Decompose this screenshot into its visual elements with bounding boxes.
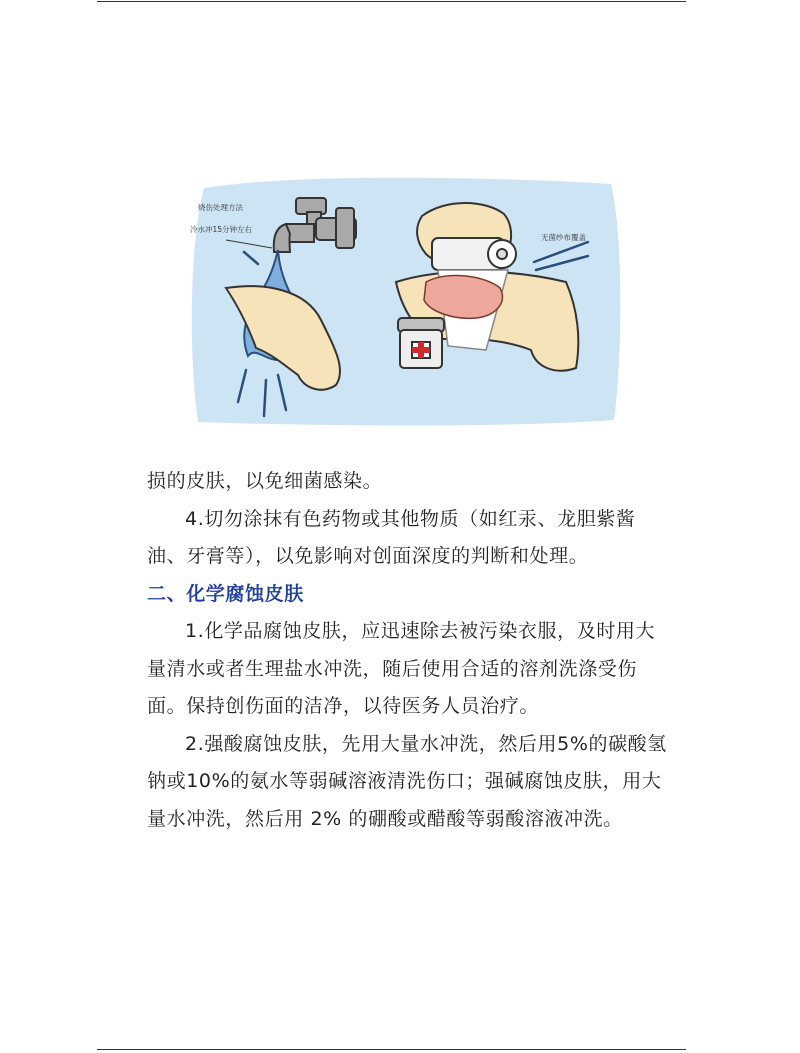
- callout-right: 无菌纱布覆盖: [541, 233, 586, 242]
- paragraph-chemical-2: 2.强酸腐蚀皮肤，先用大量水冲洗，然后用5%的碳酸氢钠或10%的氨水等弱碱溶液清洗伤口；强碱腐蚀皮肤，用大量水冲洗，然后用 2% 的硼酸或醋酸等弱酸溶液冲洗。: [147, 732, 667, 830]
- article-body: [147, 463, 667, 838]
- section-heading: 二、化学腐蚀皮肤: [147, 582, 304, 605]
- callout-left-2: 冷水冲15分钟左右: [190, 225, 253, 234]
- top-rule: [97, 1, 686, 2]
- medicine-jar: [398, 318, 444, 368]
- callout-left-1: 烧伤处理方法: [198, 203, 243, 212]
- bottom-rule: [97, 1049, 686, 1050]
- paragraph-chemical-1: 1.化学品腐蚀皮肤，应迅速除去被污染衣服，及时用大量清水或者生理盐水冲洗，随后使用合适的溶剂洗涤受伤面。保持创伤面的洁净，以待医务人员治疗。: [147, 620, 656, 717]
- paragraph-continued: 损的皮肤，以免细菌感染。: [147, 470, 383, 492]
- burn-treatment-illustration: [186, 170, 626, 430]
- paragraph-4: 4.切勿涂抹有色药物或其他物质（如红汞、龙胆紫酱油、牙膏等），以免影响对创面深度的判断和处理。: [147, 507, 636, 567]
- gauze-roll: [432, 238, 516, 270]
